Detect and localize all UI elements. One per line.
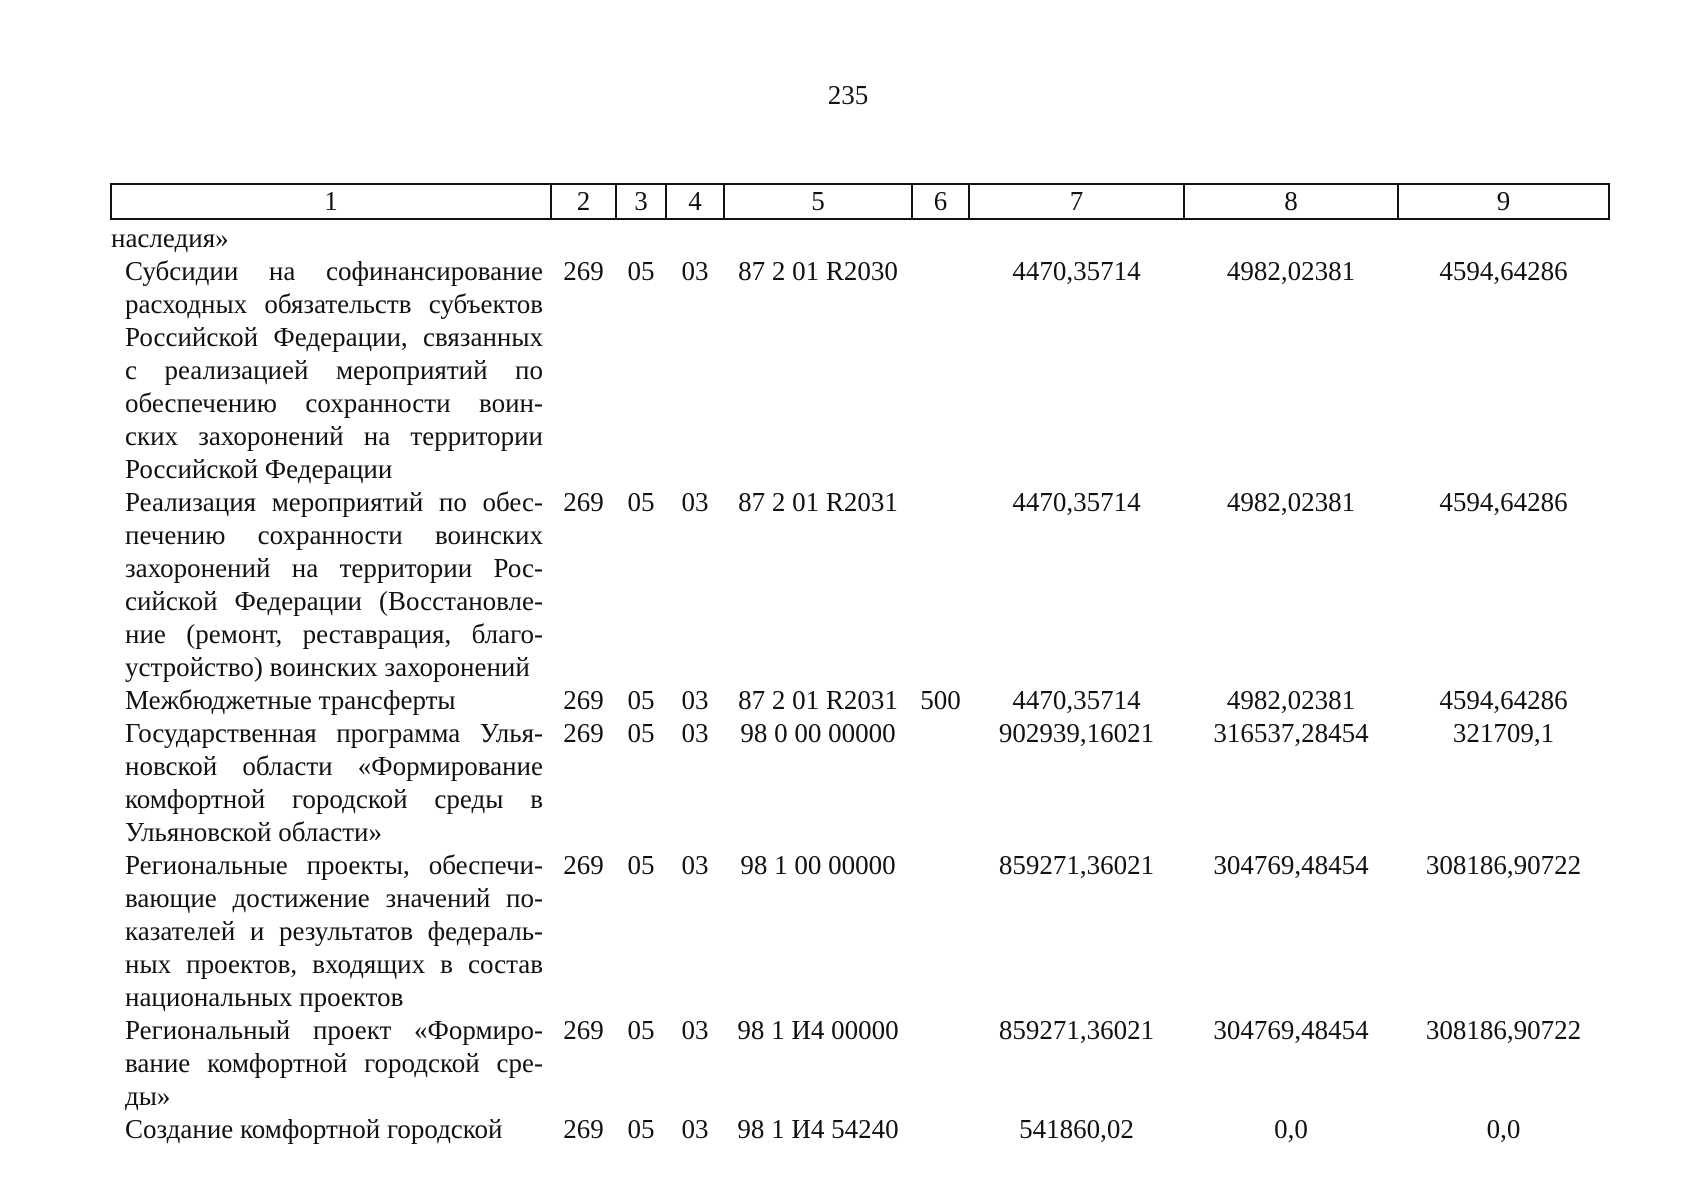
- header-col-1: 1: [111, 184, 551, 219]
- cell-amount-col7: 541860,02: [1019, 1114, 1134, 1144]
- row-description: Реализация мероприятий по обес-печению сохранности воинских захоронений на территории Рос-сийской Федерации (Восстановле-ние (ремонт, реставрация, благо-устройство) воинских захоронений: [125, 487, 543, 682]
- table-row: [111, 849, 1609, 1014]
- header-col-9: 9: [1398, 184, 1609, 219]
- cell-expense-type: [912, 1113, 969, 1146]
- cell-target-article: 87 2 01 R2031: [738, 685, 898, 715]
- cell-amount-col7: 4470,35714: [1012, 487, 1141, 517]
- cell-amount-col7: 4470,35714: [1012, 256, 1141, 286]
- header-col-6: 6: [912, 184, 969, 219]
- cell-amount-col7: 859271,36021: [998, 1015, 1155, 1045]
- cell-subsection: 03: [681, 850, 709, 880]
- cell-amount-col9: 321709,1: [1452, 718, 1555, 748]
- cell-admin-code: 269: [563, 256, 604, 286]
- cell-expense-type: [912, 486, 969, 684]
- header-col-8: 8: [1184, 184, 1398, 219]
- cell-section: 05: [627, 487, 655, 517]
- cell-subsection: 03: [681, 1015, 709, 1045]
- cell-amount-col8: 4982,02381: [1226, 256, 1356, 286]
- cell-section: 05: [627, 256, 655, 286]
- cell-admin-code: 269: [563, 718, 604, 748]
- cell-expense-type: [912, 255, 969, 486]
- row-description: Создание комфортной городской: [125, 1114, 503, 1144]
- cell-subsection: 03: [681, 256, 709, 286]
- cell-admin-code: 269: [563, 1015, 604, 1045]
- table-row: [111, 1113, 1609, 1146]
- cell-amount-col8: 4982,02381: [1226, 487, 1356, 517]
- cell-expense-type: [912, 717, 969, 849]
- cell-admin-code: 269: [563, 850, 604, 880]
- cell-subsection: [666, 219, 724, 255]
- row-description: Субсидии на софинансирование расходных обязательств субъектов Российской Федерации, связанных с реализацией мероприятий по обеспечению сохранности воин-ских захоронений на территории Российской Федерации: [125, 256, 543, 484]
- cell-subsection: 03: [681, 1114, 709, 1144]
- cell-amount-col8: 4982,02381: [1226, 685, 1356, 715]
- cell-amount-col7: [969, 219, 1184, 255]
- cell-subsection: 03: [681, 685, 709, 715]
- cell-amount-col7: 4470,35714: [1012, 685, 1141, 715]
- cell-target-article: 98 1 И4 00000: [737, 1015, 899, 1045]
- cell-subsection: 03: [681, 487, 709, 517]
- cell-admin-code: 269: [563, 487, 604, 517]
- header-col-3: 3: [616, 184, 666, 219]
- row-description: Региональные проекты, обеспечи-вающие достижение значений по-казателей и результатов федераль-ных проектов, входящих в состав национальных проектов: [125, 850, 543, 1012]
- cell-amount-col9: 4594,64286: [1439, 685, 1568, 715]
- row-description: Государственная программа Улья-новской области «Формирование комфортной городской среды в Ульяновской области»: [125, 718, 543, 847]
- cell-amount-col7: 859271,36021: [998, 850, 1155, 880]
- cell-subsection: 03: [681, 718, 709, 748]
- cell-amount-col8: 304769,48454: [1213, 1015, 1369, 1045]
- cell-section: 05: [627, 1015, 655, 1045]
- cell-target-article: 87 2 01 R2030: [738, 256, 898, 286]
- cell-amount-col8: 304769,48454: [1213, 850, 1369, 880]
- cell-section: [616, 219, 666, 255]
- table-row: [111, 486, 1609, 684]
- table-row: [111, 219, 1609, 255]
- cell-expense-type: [912, 219, 969, 255]
- cell-target-article: 98 1 00 00000: [740, 850, 896, 880]
- cell-section: 05: [627, 685, 655, 715]
- row-description: Межбюджетные трансферты: [125, 685, 456, 715]
- cell-section: 05: [627, 718, 655, 748]
- cell-amount-col7: 902939,16021: [998, 718, 1155, 748]
- cell-admin-code: 269: [563, 1114, 604, 1144]
- cell-admin-code: 269: [563, 685, 604, 715]
- cell-target-article: 87 2 01 R2031: [738, 487, 898, 517]
- header-row: [111, 184, 1609, 219]
- cell-expense-type: 500: [920, 685, 961, 715]
- cell-section: 05: [627, 1114, 655, 1144]
- cell-expense-type: [912, 849, 969, 1014]
- cell-amount-col9: 4594,64286: [1439, 487, 1568, 517]
- cell-admin-code: [551, 219, 616, 255]
- cell-amount-col9: 308186,90722: [1425, 1015, 1582, 1045]
- budget-table: [110, 183, 1610, 1146]
- cell-expense-type: [912, 1014, 969, 1113]
- row-description: Региональный проект «Формиро-вание комфортной городской сре-ды»: [125, 1015, 543, 1111]
- page-number: 235: [827, 80, 869, 110]
- header-col-2: 2: [551, 184, 616, 219]
- cell-section: 05: [627, 850, 655, 880]
- table-row: [111, 255, 1609, 486]
- cell-target-article: [724, 219, 912, 255]
- cell-amount-col8: 316537,28454: [1213, 718, 1369, 748]
- cell-amount-col9: 308186,90722: [1425, 850, 1582, 880]
- cell-amount-col8: 0,0: [1274, 1114, 1308, 1144]
- header-col-4: 4: [666, 184, 724, 219]
- row-description: наследия»: [111, 223, 229, 253]
- header-col-5: 5: [724, 184, 912, 219]
- cell-target-article: 98 0 00 00000: [740, 718, 896, 748]
- table-row: [111, 1014, 1609, 1113]
- cell-amount-col8: [1184, 219, 1398, 255]
- table-row: [111, 684, 1609, 717]
- cell-target-article: 98 1 И4 54240: [737, 1114, 899, 1144]
- header-col-7: 7: [969, 184, 1184, 219]
- cell-amount-col9: [1398, 219, 1609, 255]
- cell-amount-col9: 4594,64286: [1439, 256, 1568, 286]
- table-row: [111, 717, 1609, 849]
- cell-amount-col9: 0,0: [1486, 1114, 1521, 1144]
